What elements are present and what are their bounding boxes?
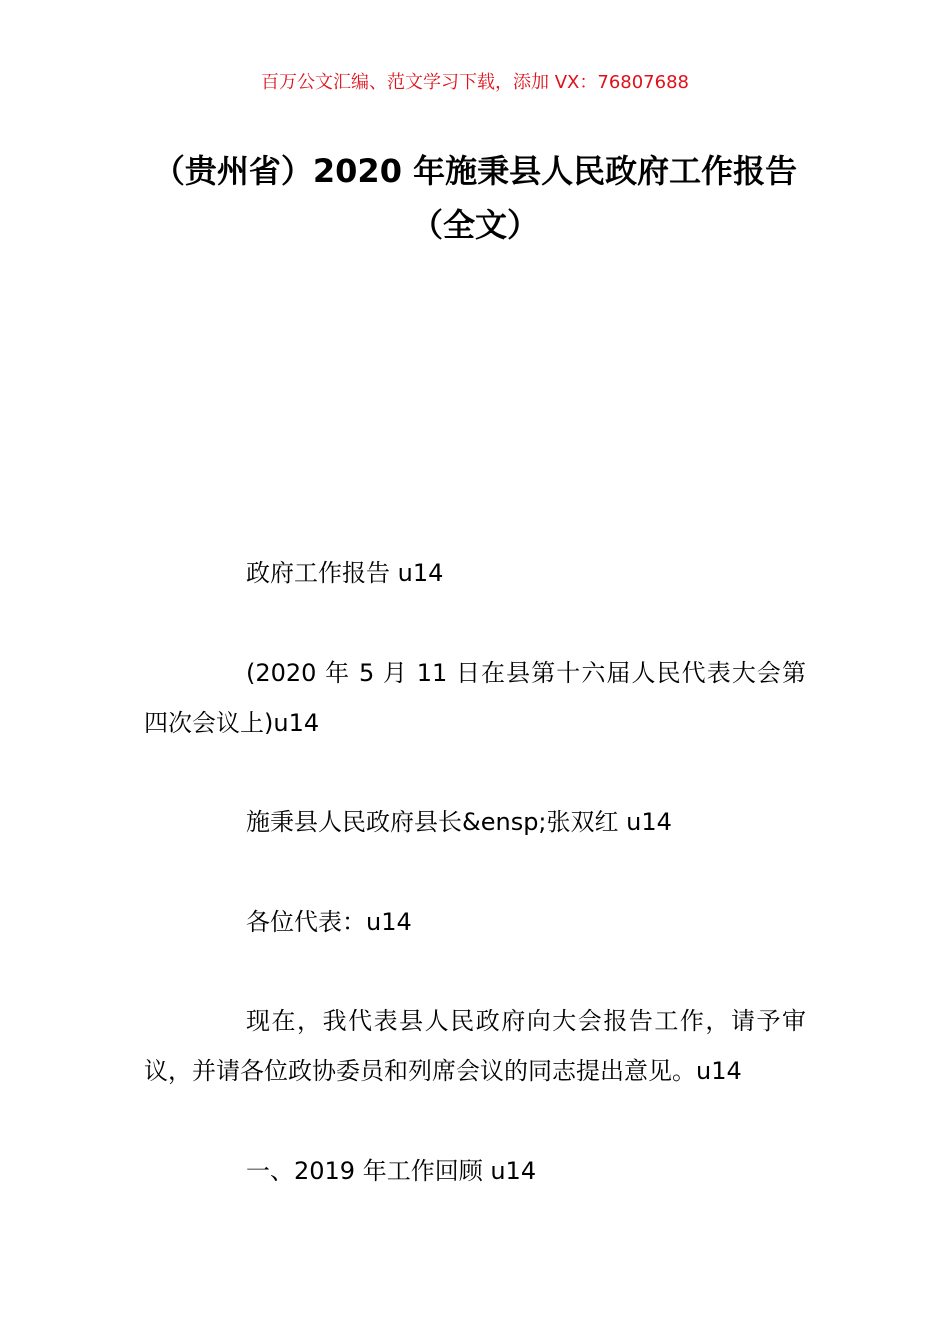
paragraph-county-head: 施秉县人民政府县长&ensp;张双红 u14 (246, 808, 672, 836)
promo-header-text: 百万公文汇编、范文学习下载，添加 VX：76807688 (261, 72, 689, 93)
paragraph-meeting-date: (2020 年 5 月 11 日在县第十六届人民代表大会第四次会议上)u14 (144, 659, 806, 737)
paragraph-intro: 现在，我代表县人民政府向大会报告工作，请予审议，并请各位政协委员和列席会议的同志提出意见。u14 (144, 1007, 806, 1085)
paragraph-salutation: 各位代表：u14 (246, 908, 412, 936)
section-heading-review: 一、2019 年工作回顾 u14 (246, 1157, 537, 1185)
document-title: （贵州省）2020 年施秉县人民政府工作报告（全文） (152, 152, 798, 244)
paragraph-report-heading: 政府工作报告 u14 (246, 559, 444, 587)
